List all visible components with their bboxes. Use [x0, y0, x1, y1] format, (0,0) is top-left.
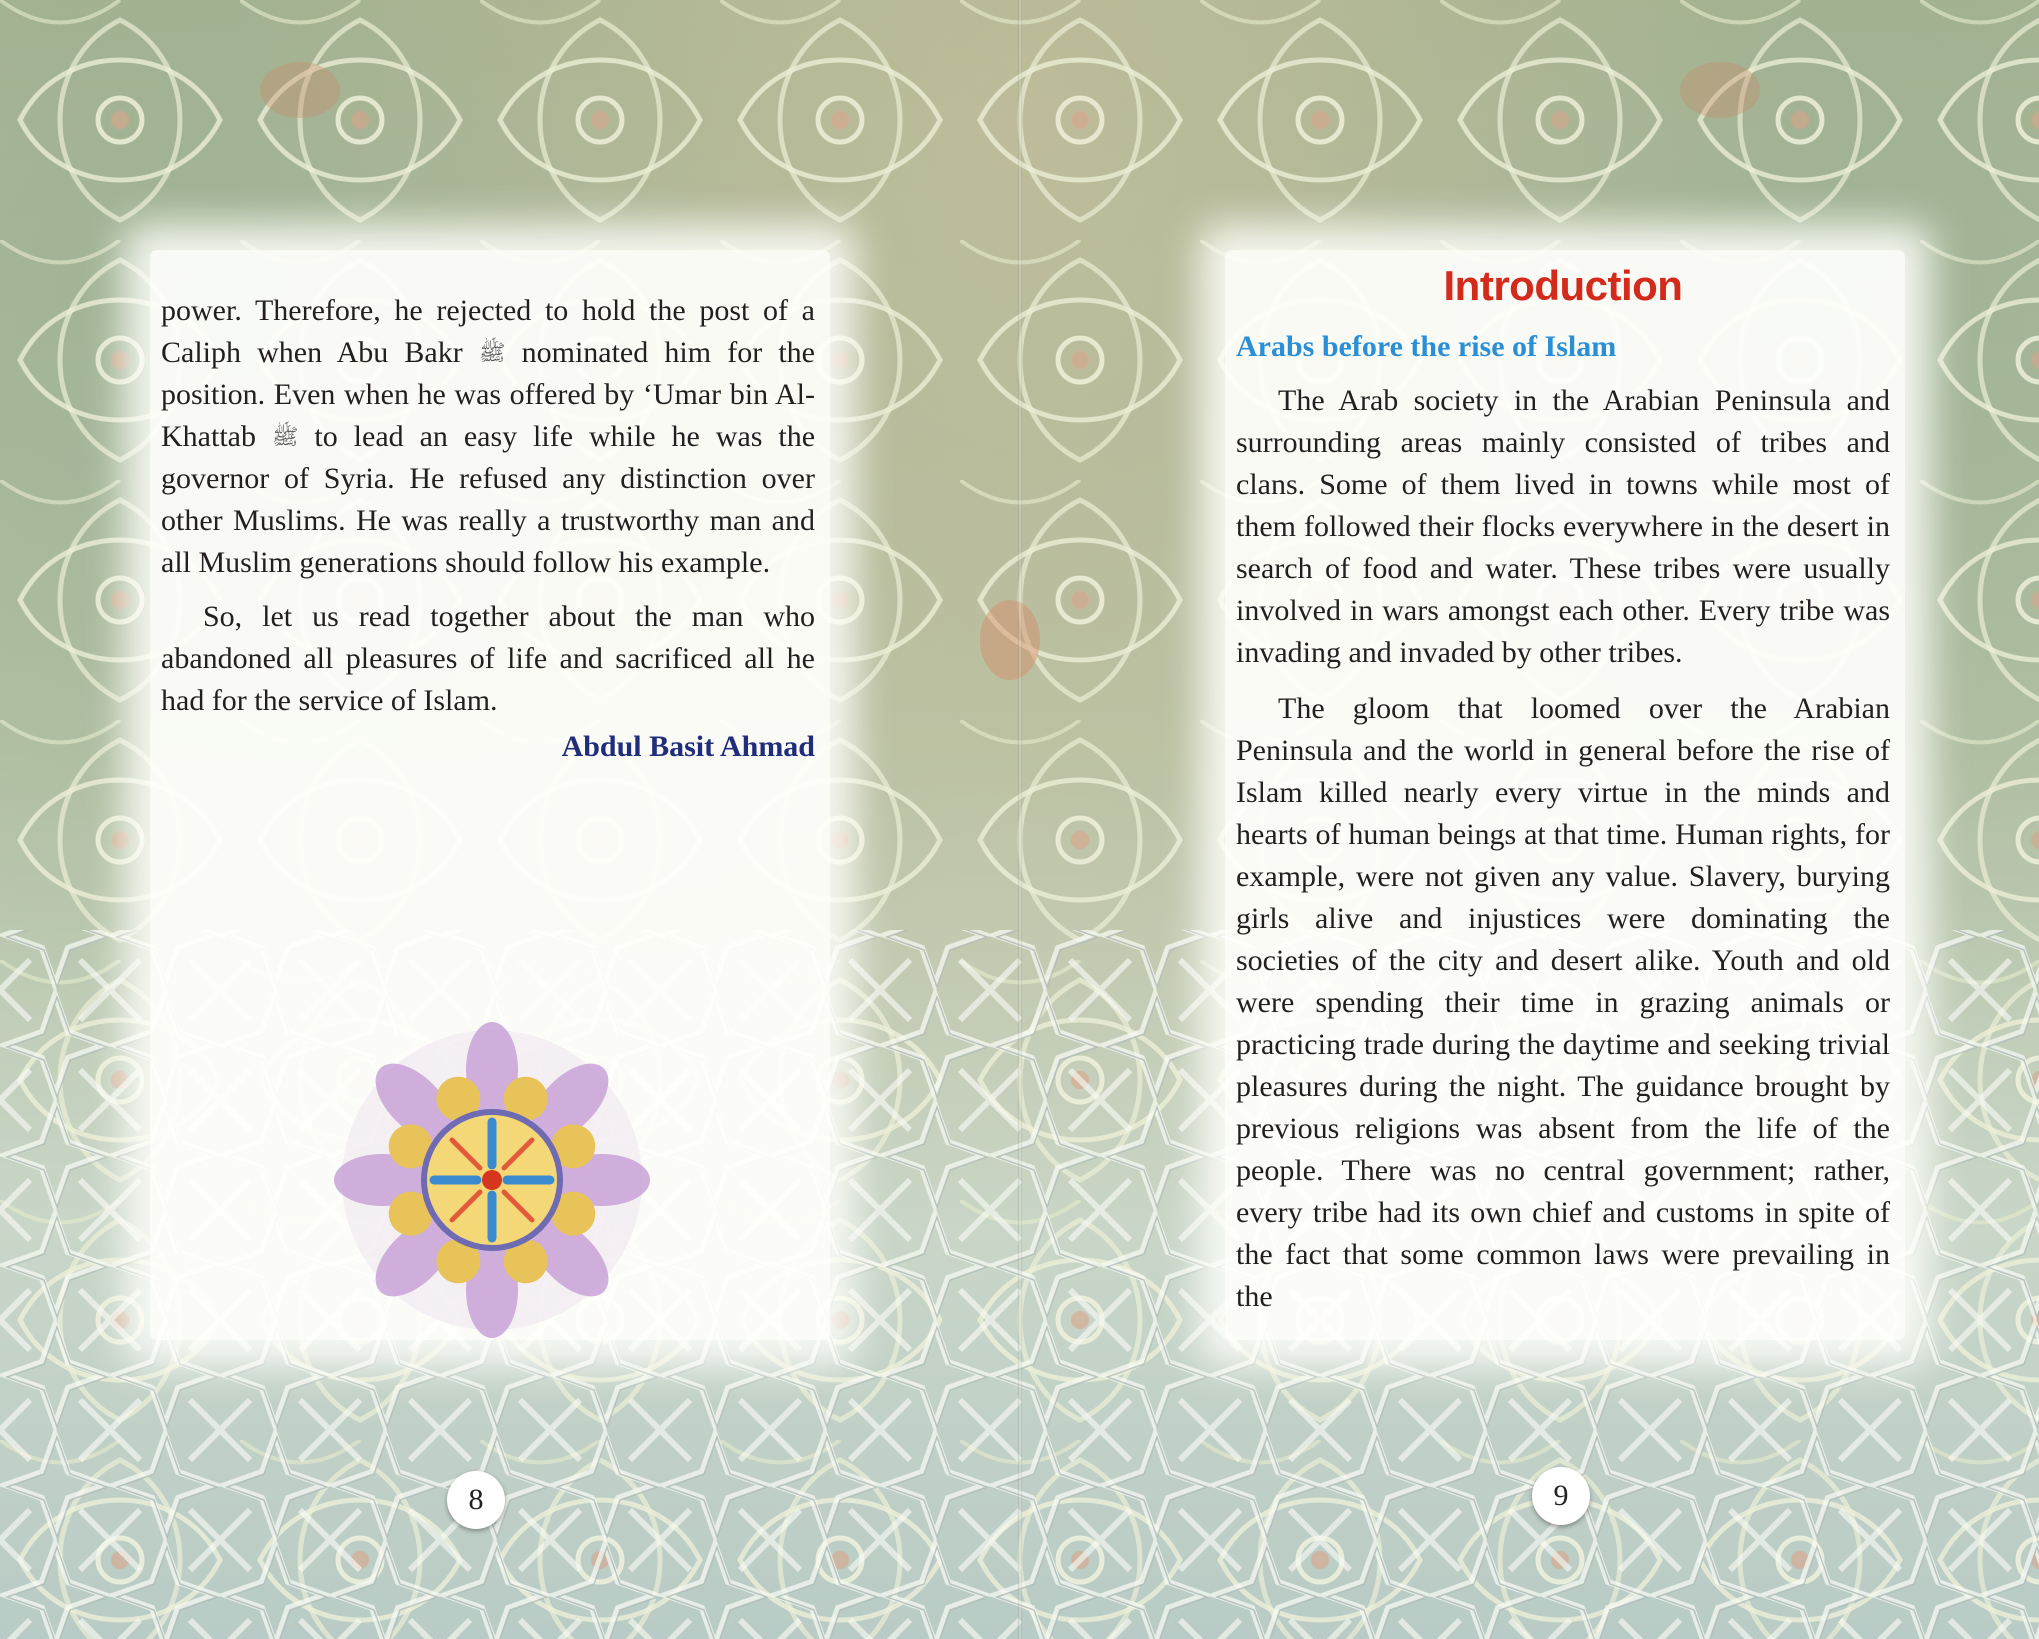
honorific-icon: ﷺ: [478, 340, 506, 365]
right-paragraph-1: The Arab society in the Arabian Peninsula and surrounding areas mainly consisted of tribes and clans. Some of them lived in towns while most of them followed their flocks everywhere in the desert in search of food and water. These tribes were usually involved in wars amongst each other. Every tribe was invading and invaded by other tribes.: [1236, 384, 1890, 669]
left-paragraph-2: So, let us read together about the man who abandoned all pleasures of life and sacrificed all he had for the service of Islam.: [161, 600, 815, 717]
page-number-left: 8: [447, 1471, 505, 1529]
left-paragraph-1: power. Therefore, he rejected to hold the post of a Caliph when Abu Bakr ﷺ nominated him for the position. Even when he was offered by ‘Umar bin Al-Khattab ﷺ to lead an easy life while he was the governor of Syria. He refused any distinction over other Muslims. He was really a trustworthy man and all Muslim generations should follow his example.: [161, 294, 816, 579]
author-name: Abdul Basit Ahmad: [561, 730, 815, 763]
page-number-right: 9: [1532, 1467, 1590, 1525]
right-paragraph-2: The gloom that loomed over the Arabian Peninsula and the world in general before the rise of Islam killed nearly every virtue in the minds and hearts of human beings at that time. Human rights, for example, were not given any value. Slavery, burying girls alive and injustices were dominating the societies of the city and desert alike. Youth and old were spending their time in grazing animals or practicing trade during the daytime and seeking trivial pleasures during the night. The guidance brought by previous religions was absent from the life of the people. There was no central government; rather, every tribe had its own chief and customs in spite of the fact that some common laws were prevailing in the: [1236, 692, 1890, 1313]
section-subheading: Arabs before the rise of Islam: [1236, 330, 1617, 363]
spine-gutter: [1018, 0, 1022, 1639]
page-title: Introduction: [1443, 262, 1683, 309]
honorific-icon: ﷺ: [271, 424, 299, 449]
floral-rosette-icon: [322, 1010, 662, 1350]
right-page-text: [1236, 380, 1890, 1318]
left-page-text: [161, 290, 815, 768]
